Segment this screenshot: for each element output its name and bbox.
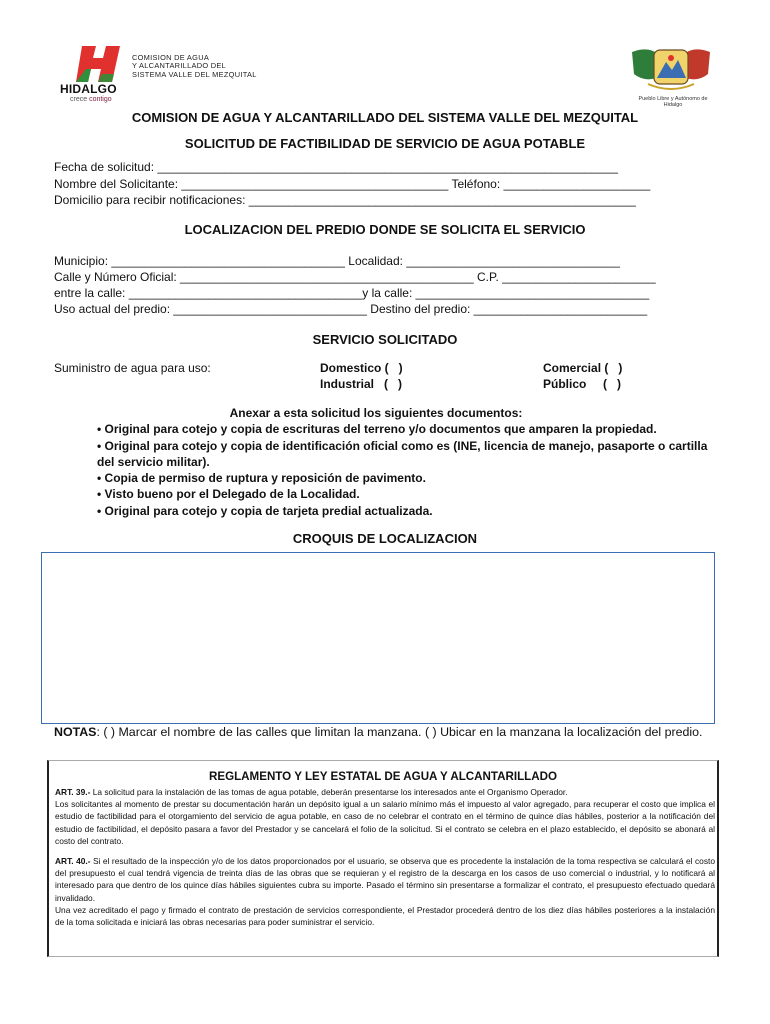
art-40: ART. 40.- Si el resultado de la inspección y/o de los datos proporcionados por el usuario, se observa que es procedente la instalación de la toma respectiva se calculará el costo del presupuesto el cual tendrá vigencia de treinta días de las obras que se requieran y el registro de la descarga en los casos de uso comercial o industrial, y lo notificará al interesado para que dentro de los quince días hábiles siguientes cubra su importe. Pasado el término sin presentarse a formalizar el contrato, el presupuesto efectuado quedará invalidado.	[55, 856, 715, 903]
art-39-cont: Los solicitantes al momento de prestar su documentación harán un depósito igual a un salario mínimo más el impuesto al valor agregado, para recuperar el costo que implica el estudio de factibilidad para el otorgamiento del servicio de agua potable, en caso de no celebrar el contrato en el término de quince días hábiles, posterior a la notificación del estudio de factibilidad, el depósito pasara a favor del Prestador y se cancelará el folio de la solicitud. Si el contrato se celebra en el plazo establecido, el depósito se abonará al costo del contrato.	[55, 799, 715, 846]
notas: NOTAS: ( ) Marcar el nombre de las calles que limitan la manzana. ( ) Ubicar en la manzana la localización del predio.	[54, 725, 703, 739]
reglamento-title: REGLAMENTO Y LEY ESTATAL DE AGUA Y ALCANTARILLADO	[208, 770, 558, 783]
art-39: ART. 39.- La solicitud para la instalación de las tomas de agua potable, deberán presentarse los interesados ante el Organismo Operador.	[55, 787, 568, 797]
crest-caption: Pueblo Libre y Autónomo de Hidalgo	[638, 96, 708, 108]
municipio-localidad-field[interactable]: Municipio: ___________________________________ Localidad: ________________________________	[54, 254, 620, 268]
logo-wordmark: HIDALGO	[60, 82, 117, 96]
calle-cp-field[interactable]: Calle y Número Oficial: ____________________________________________ C.P. _______________________	[54, 270, 656, 284]
uso-destino-field[interactable]: Uso actual del predio: _____________________________ Destino del predio: __________________________	[54, 302, 648, 316]
domicilio-field[interactable]: Domicilio para recibir notificaciones: __________________________________________________________	[54, 193, 636, 207]
domestico-checkbox[interactable]: Domestico ( )	[320, 361, 403, 375]
logo-org-name: COMISION DE AGUA Y ALCANTARILLADO DEL SISTEMA VALLE DEL MEZQUITAL	[132, 53, 257, 79]
hidalgo-h-icon	[76, 44, 122, 84]
fecha-field[interactable]: Fecha de solicitud: _____________________________________________________________________	[54, 160, 618, 174]
reglamento-body	[55, 786, 715, 928]
art-40-cont: Una vez acreditado el pago y firmado el contrato de prestación de servicios correspondiente, el Prestador procederá dentro de los diez días hábiles posteriores a la instalación de la toma solicitada e iniciará las obras necesarias para poder suministrar el servicio.	[55, 904, 715, 928]
form-subtitle: SOLICITUD DE FACTIBILIDAD DE SERVICIO DE AGUA POTABLE	[184, 136, 586, 151]
publico-checkbox[interactable]: Público ( )	[543, 377, 621, 391]
page-title: COMISION DE AGUA Y ALCANTARILLADO DEL SISTEMA VALLE DEL MEZQUITAL	[131, 110, 639, 125]
list-item: • Visto bueno por el Delegado de la Localidad.	[97, 487, 360, 502]
list-item: • Copia de permiso de ruptura y reposición de pavimento.	[97, 471, 426, 486]
croquis-heading: CROQUIS DE LOCALIZACION	[292, 531, 478, 546]
industrial-checkbox[interactable]: Industrial ( )	[320, 377, 403, 391]
list-item: • Original para cotejo y copia de escrituras del terreno y/o documentos que amparen la propiedad.	[97, 422, 657, 437]
nombre-telefono-field[interactable]: Nombre del Solicitante: ________________________________________ Teléfono: ______________________	[54, 177, 651, 191]
list-item: • Original para cotejo y copia de identificación oficial como es (INE, licencia de manejo, pasaporte o cartilla del servicio militar).	[97, 438, 708, 469]
localizacion-heading: LOCALIZACION DEL PREDIO DONDE SE SOLICITA EL SERVICIO	[184, 222, 586, 237]
reglamento-box	[47, 760, 719, 957]
documentos-intro: Anexar a esta solicitud los siguientes documentos:	[229, 406, 523, 420]
state-crest	[628, 44, 714, 112]
documentos-list	[97, 405, 717, 519]
logo-tagline: crece contigo	[70, 96, 112, 103]
croquis-drawing-area[interactable]	[41, 552, 715, 724]
comercial-checkbox[interactable]: Comercial ( )	[543, 361, 623, 375]
servicio-heading: SERVICIO SOLICITADO	[312, 332, 458, 347]
entre-calles-field[interactable]: entre la calle: ___________________________________y la calle: ___________________________________	[54, 286, 650, 300]
hidalgo-logo	[58, 42, 258, 106]
servicio-label: Suministro de agua para uso:	[54, 361, 211, 375]
crest-icon	[628, 44, 714, 96]
list-item: • Original para cotejo y copia de tarjeta predial actualizada.	[97, 503, 433, 518]
